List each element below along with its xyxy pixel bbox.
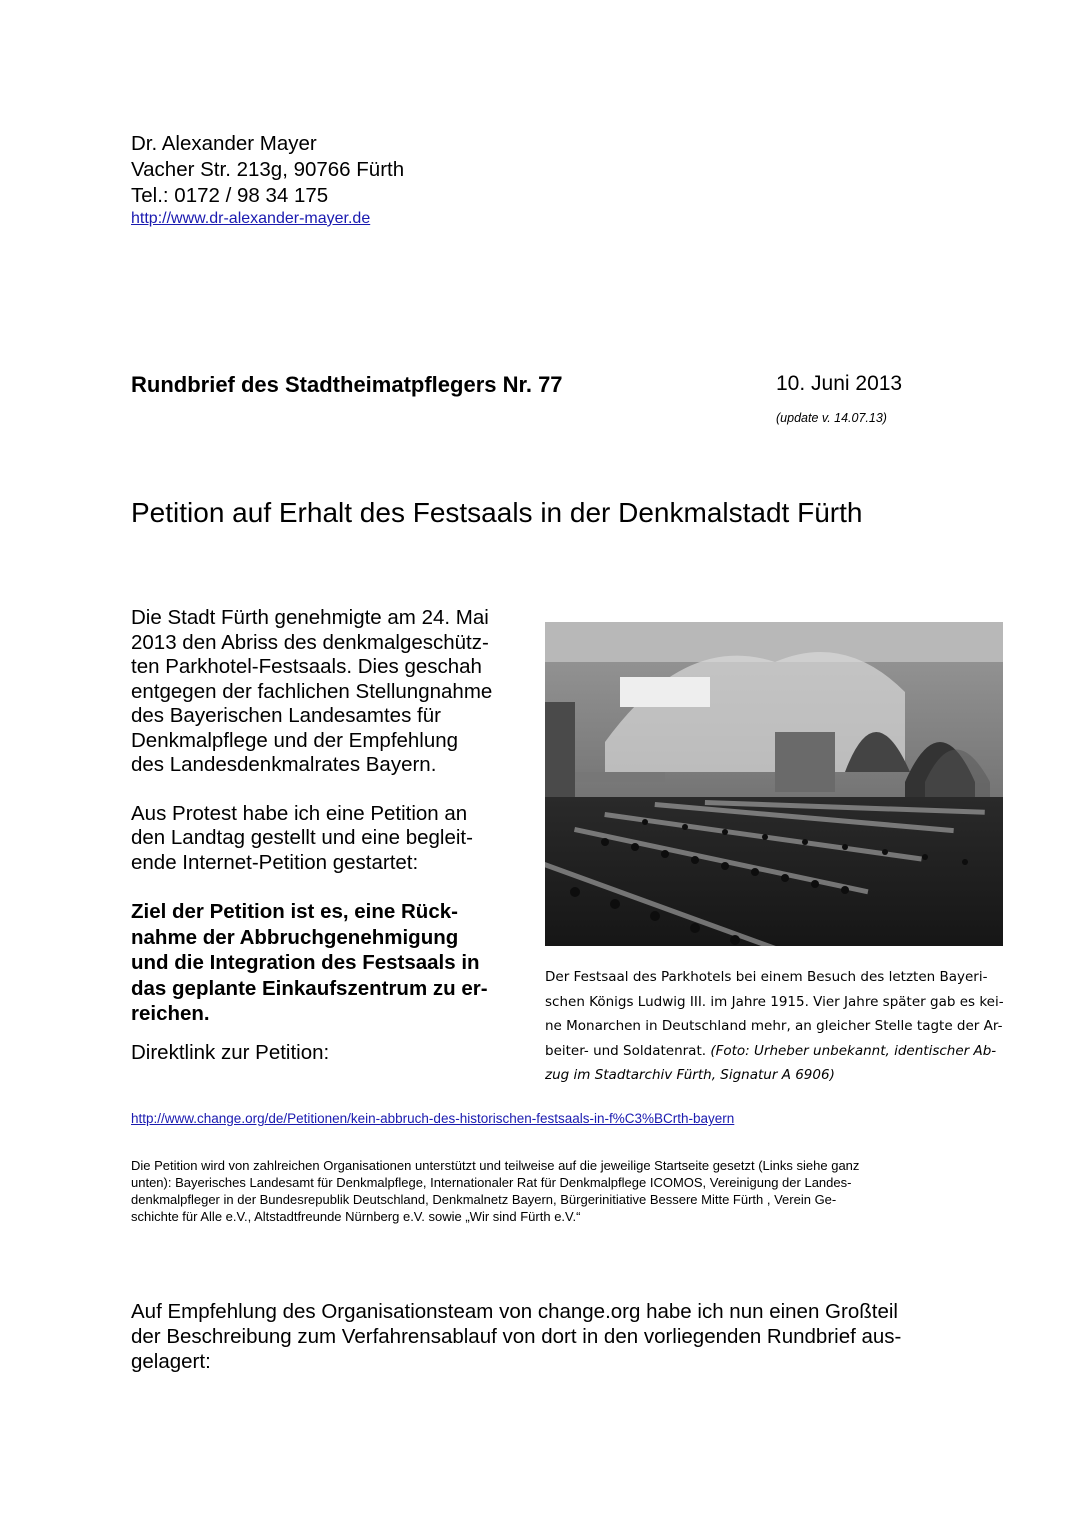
petition-goal-paragraph: Ziel der Petition ist es, eine Rück- nahme der Abbruchgenehmigung und die Integration des Festsaals in das geplante Einkaufszentrum zu er- reichen. [131,900,488,1025]
direct-link-label: Direktlink zur Petition: [131,1040,330,1064]
sender-address-block [131,131,404,229]
closing-paragraph: Auf Empfehlung des Organisationsteam von change.org habe ich nun einen Großteil der Beschreibung zum Verfahrensablauf von dort in den vorliegenden Rundbrief aus- gelagert: [131,1300,902,1373]
sender-phone: Tel.: 0172 / 98 34 175 [131,184,329,207]
petition-link[interactable]: http://www.change.org/de/Petitionen/kein-abbruch-des-historischen-festsaals-in-f%C3%BCrth-bayern [131,1111,735,1126]
rundbrief-title: Rundbrief des Stadtheimatpflegers Nr. 77 [131,372,563,397]
festsaal-photo-illustration [545,622,1003,946]
rundbrief-date: 10. Juni 2013 [776,372,903,395]
supporters-paragraph: Die Petition wird von zahlreichen Organisationen unterstützt und teilweise auf die jeweilige Startseite gesetzt (Links siehe ganz unten): Bayerisches Landesamt für Denkmalpflege, Internationaler Rat für Denkmalpflege ICOMOS, Vereinigung der Landes- denkmalpfleger in der Bundesrepublik Deutschland, Denkmalnetz Bayern, Bürgerinitiative Bessere Mitte Fürth , Verein Ge- schichte für Alle e.V., Altstadtfreunde Nürnberg e.V. sowie „Wir sind Fürth e.V.“ [131,1158,860,1224]
sender-name: Dr. Alexander Mayer [131,132,317,155]
sender-website-link[interactable]: http://www.dr-alexander-mayer.de [131,210,371,227]
festsaal-historic-photo [545,622,1003,946]
protest-paragraph: Aus Protest habe ich eine Petition an den Landtag gestellt und eine begleit- ende Internet-Petition gestartet: [131,801,473,874]
photo-caption: Der Festsaal des Parkhotels bei einem Besuch des letzten Bayeri- schen Königs Ludwig III. im Jahre 1915. Vier Jahre später gab es kei- ne Monarchen in Deutschland mehr, an gleicher Stelle tagte der Ar- beiter- und Soldatenrat. (Foto: Urheber unbekannt, identischer Ab- zug im Stadtarchiv Fürth, Signatur A 6906) [545,969,1004,1083]
main-text-column [131,606,521,1089]
sender-street: Vacher Str. 213g, 90766 Fürth [131,158,405,181]
intro-paragraph: Die Stadt Fürth genehmigte am 24. Mai 2013 den Abriss des denkmalgeschütz- ten Parkhotel-Festsaals. Dies geschah entgegen der fachlichen Stellungnahme des Bayerischen Landesamtes für Denkmalpflege und der Empfehlung des Landesdenkmalrates Bayern. [131,606,493,776]
rundbrief-update-note: (update v. 14.07.13) [776,411,887,425]
page-headline: Petition auf Erhalt des Festsaals in der Denkmalstadt Fürth [131,497,863,528]
